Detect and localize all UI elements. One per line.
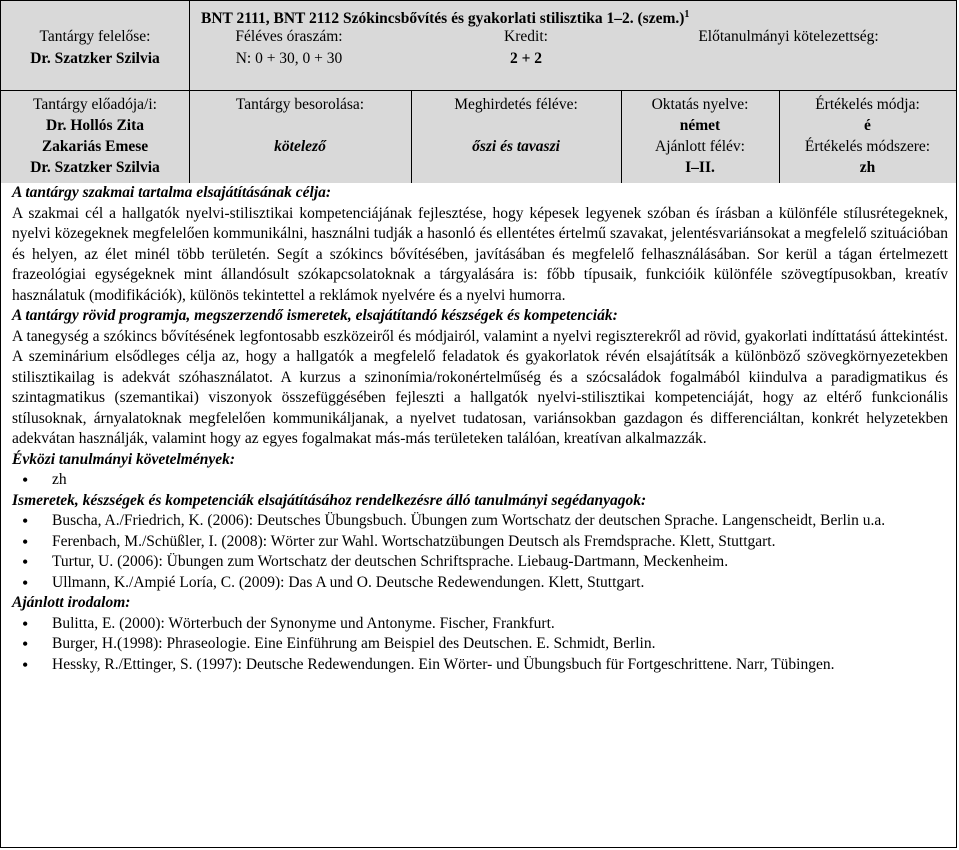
goal-text: A szakmai cél a hallgatók nyelvi-stilisztikai kompetenciájának fejlesztése, hogy képesek legyenek szóban és írásban a különféle stílusrétegeknek, nyelvi közegeknek megfelelően kommunikálni, használni tudják a hasonló és ellentétes értelmű szavakat, jelentésvariánsokat a megfelelő szituációban és helyen, az élet minél több területén. Segít a szókincs bővítésében, javításában és megfelelő felhasználásában. Sor kerül a tágan értelmezett frazeológiai egységeknek mint állandósult szókapcsolatoknak a tárgyalására is: főbb típusaik, funkcióik különféle szövegtípusokban, kreatív használatuk (modifikációk), különös tekintettel a reklámok nyelvére és a nyelvi humorra. [12,204,948,304]
materials-heading: Ismeretek, készségek és kompetenciák elsajátításához rendelkezésre álló tanulmányi segédanyagok: [12,491,647,509]
literature-list [12,614,948,676]
list-item: • Ullmann, K./Ampié Loría, C. (2009): Das A und O. Deutsche Redewendungen. Klett, Stuttgart. [52,573,948,594]
program-text: A tanegység a szókincs bővítésének legfontosabb eszközeiről és módjairól, valamint a nyelvi regiszterekről ad rövid, gyakorlati indíttatású áttekintést. A szeminárium elsődleges célja az, hogy a hallgatók a megfelelő feladatok és gyakorlatok révén elsajátítsák a különböző szövegkörnyezetekben stilisztikailag is adekvát szóhasználatot. A kurzus a szinonímia/rokonértelműség és a szócsaládok fogalmából kiindulva a paradigmatikus és szintagmatikus (szemantikai) viszonyok összefüggésében fejleszti a hallgatók nyelvi-stilisztikai kompetenciáját, hogy az eltérő funkcionális stílusoknak, árnyalatoknak megfelelően kommunikáljanak, a nyelvet tudatosan, variánsokban gazdagon és differenciáltan, konkrét helyzetekben adekvátan használják, valamint hogy az egyes fogalmakat más-más területeken találóan, kreatívan alkalmazzák. [12,327,948,447]
language-label: Oktatás nyelve: [651,96,749,113]
list-item: • Hessky, R./Ettinger, S. (1997): Deutsche Redewendungen. Ein Wörter- und Übungsbuch für Fortgeschrittene. Narr, Tübingen. [52,655,948,676]
requirements-heading: Évközi tanulmányi követelmények: [12,450,236,468]
list-item: • Bulitta, E. (2000): Wörterbuch der Synonyme und Antonyme. Fischer, Frankfurt. [52,614,948,635]
hours-label: Féléves óraszám: [235,28,343,45]
evaluation-method-value: zh [859,159,876,176]
lecturer-name: Dr. Hollós Zita [45,117,145,134]
semester-label: Meghirdetés féléve: [454,96,578,113]
materials-list [12,511,948,593]
responsible-cell [1,1,189,90]
category-cell [189,91,411,183]
prereq-label: Előtanulmányi kötelezettség: [698,28,879,45]
hours-value: N: 0 + 30, 0 + 30 [235,50,343,67]
credit-value: 2 + 2 [509,50,543,67]
responsible-value: Dr. Szatzker Szilvia [30,50,160,67]
evaluation-label: Értékelés módja: [815,96,920,113]
credit-label: Kredit: [504,28,548,45]
recommended-semester-label: Ajánlott félév: [655,138,745,155]
program-heading: A tantárgy rövid programja, megszerzendő ismeretek, elsajátítandó készségek és kompetenciák: [12,307,618,324]
lecturer-name: Zakariás Emese [41,138,149,155]
category-label: Tantárgy besorolása: [235,96,365,113]
lecturer-label: Tantárgy előadója/i: [33,96,157,113]
language-cell [621,91,779,183]
evaluation-method-label: Értékelés módszere: [804,138,931,155]
prereq-cell [621,1,956,90]
list-item: • Buscha, A./Friedrich, K. (2006): Deutsches Übungsbuch. Übungen zum Wortschatz der deutschen Sprache. Langenscheidt, Berlin u.a. [52,511,948,532]
lecturer-name: Dr. Szatzker Szilvia [30,159,160,176]
semester-value: őszi és tavaszi [472,138,560,155]
evaluation-cell [779,91,956,183]
evaluation-value: é [864,117,871,134]
course-title: BNT 2111, BNT 2112 Szókincsbővítés és gyakorlati stilisztika 1–2. (szem.)$^1$ [201,9,690,28]
language-value: német [679,117,721,134]
goal-heading: A tantárgy szakmai tartalma elsajátításának célja: [12,184,332,201]
header-row-2 [1,91,956,183]
lecturer-cell [1,91,189,183]
header-row-1 [1,1,956,91]
course-body [1,183,956,675]
semester-cell [411,91,621,183]
list-item: • Turtur, U. (2006): Übungen zum Wortschatz der deutschen Schriftsprache. Liebaug-Dartmann, Meckenheim. [52,552,948,573]
literature-heading: Ajánlott irodalom: [12,594,131,611]
hours-cell [189,1,389,90]
list-item: • Burger, H.(1998): Phraseologie. Eine Einführung am Beispiel des Deutschen. E. Schmidt, Berlin. [52,634,948,655]
credit-cell [431,1,621,90]
requirements-list [12,470,948,491]
recommended-semester-value: I–II. [685,159,715,176]
list-item: • Ferenbach, M./Schüßler, I. (2008): Wörter zur Wahl. Wortschatzübungen Deutsch als Fremdsprache. Klett, Stuttgart. [52,532,948,553]
responsible-label: Tantárgy felelőse: [39,28,151,45]
category-value: kötelező [274,138,326,155]
list-item: • zh [52,470,948,491]
